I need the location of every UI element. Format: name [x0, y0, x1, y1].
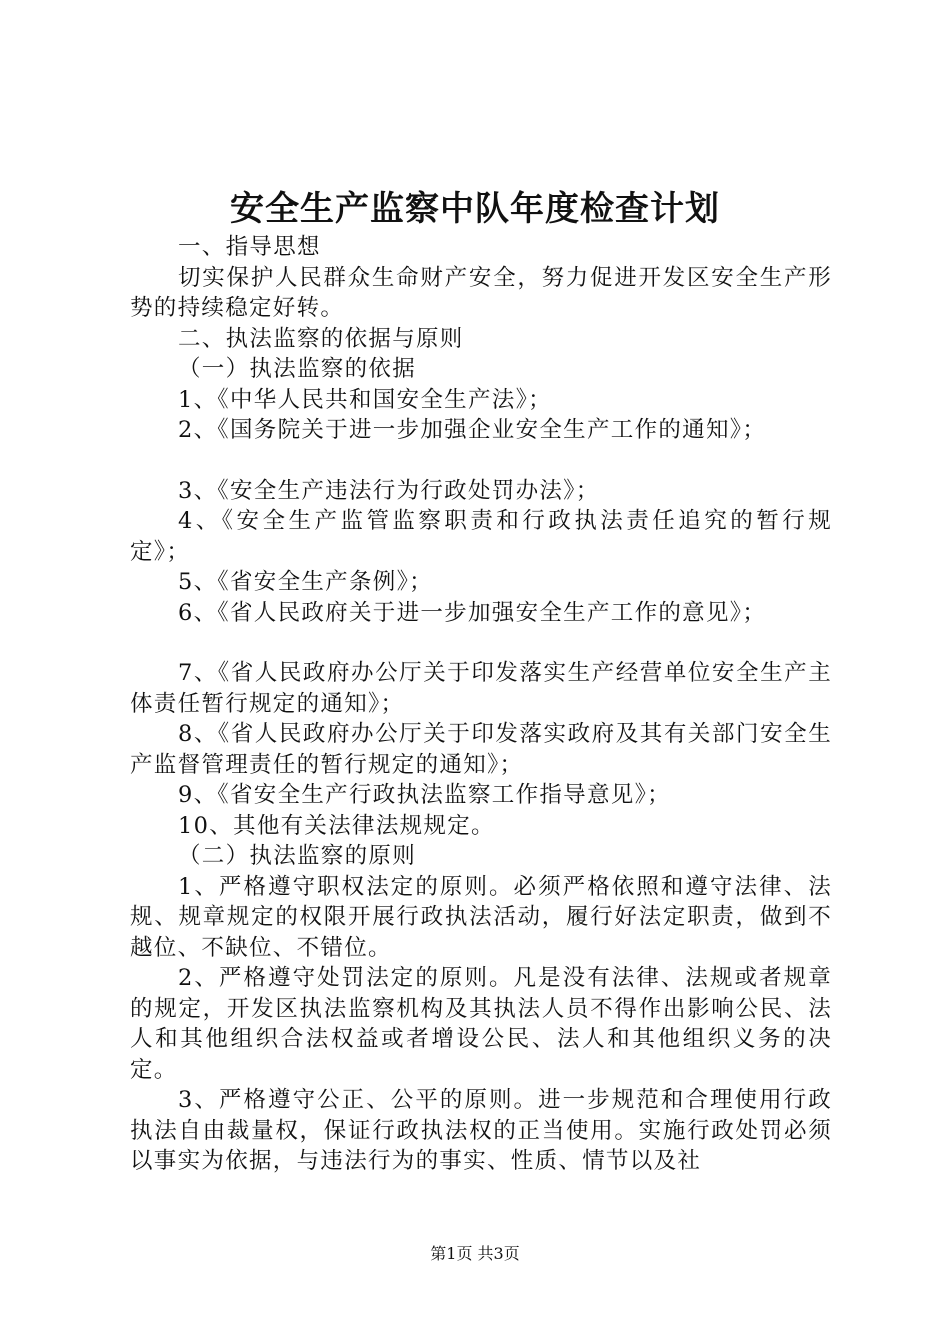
list-item: 8、《省人民政府办公厅关于印发落实政府及其有关部门安全生产监督管理责任的暂行规定的通知》；: [130, 721, 832, 778]
paragraph: 3、严格遵守公正、公平的原则。进一步规范和合理使用行政执法自由裁量权，保证行政执法权的正当使用。实施行政处罚必须以事实为依据，与违法行为的事实、性质、情节以及社: [130, 1087, 832, 1174]
section-heading: 一、指导思想: [178, 234, 321, 260]
paragraph: 1、严格遵守职权法定的原则。必须严格依照和遵守法律、法规、规章规定的权限开展行政执法活动，履行好法定职责，做到不越位、不缺位、不错位。: [130, 873, 832, 961]
list-item: 6、《省人民政府关于进一步加强安全生产工作的意见》；: [178, 599, 767, 626]
subsection-heading: （一）执法监察的依据: [178, 356, 417, 382]
list-item: 2、《国务院关于进一步加强企业安全生产工作的通知》；: [178, 417, 767, 443]
list-item: 3、《安全生产违法行为行政处罚办法》；: [178, 477, 600, 504]
section-heading: 二、执法监察的依据与原则: [178, 325, 464, 352]
list-item: 7、《省人民政府办公厅关于印发落实生产经营单位安全生产主体责任暂行规定的通知》；: [130, 660, 832, 717]
list-item: 10、其他有关法律法规规定。: [178, 812, 495, 839]
list-item: 1、《中华人民共和国安全生产法》；: [178, 386, 552, 413]
document-title: 安全生产监察中队年度检查计划: [230, 189, 720, 229]
paragraph: 2、严格遵守处罚法定的原则。凡是没有法律、法规或者规章的规定，开发区执法监察机构及其执法人员不得作出影响公民、法人和其他组织合法权益或者增设公民、法人和其他组织义务的决定。: [130, 965, 832, 1083]
list-item: 5、《省安全生产条例》；: [178, 569, 433, 595]
subsection-heading: （二）执法监察的原则: [178, 843, 417, 869]
page-number: 第1页 共3页: [430, 1244, 520, 1263]
paragraph: 切实保护人民群众生命财产安全，努力促进开发区安全生产形势的持续稳定好转。: [130, 264, 832, 321]
list-item: 4、《安全生产监管监察职责和行政执法责任追究的暂行规定》；: [130, 508, 832, 565]
document-body: [130, 232, 832, 1177]
list-item: 9、《省安全生产行政执法监察工作指导意见》；: [178, 782, 671, 808]
